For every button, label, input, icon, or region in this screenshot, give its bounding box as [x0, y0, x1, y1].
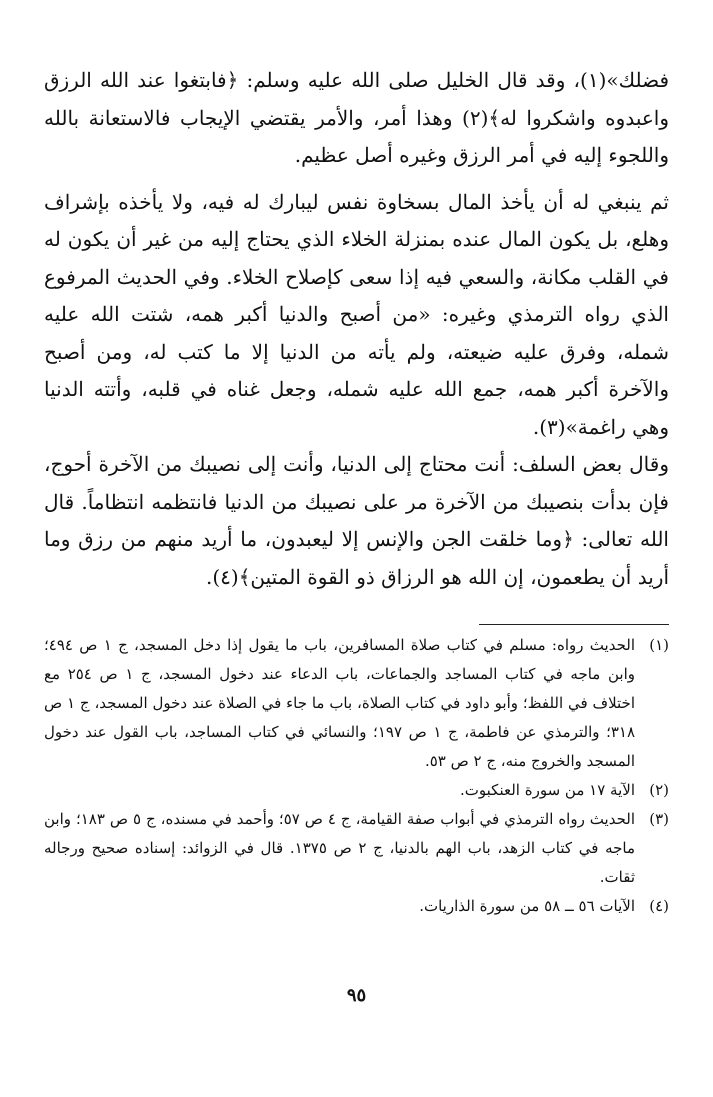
- footnote-number: (٢): [649, 781, 669, 799]
- footnotes: [44, 631, 669, 921]
- footnote-text: الآيات ٥٦ ــ ٥٨ من سورة الذاريات.: [419, 897, 635, 915]
- footnote: [44, 805, 669, 892]
- main-text: [44, 62, 669, 596]
- footnote-text: الحديث رواه الترمذي في أبواب صفة القيامة، ج ٤ ص ٥٧؛ وأحمد في مسنده، ج ٥ ص ١٨٣؛ وابن ماجه في كتاب الزهد، باب الهم بالدنيا، ج ٢ ص ١٣٧٥. قال في الزوائد: إسناده صحيح ورجاله ثقات.: [44, 810, 635, 886]
- footnote-number: (٤): [649, 897, 669, 915]
- page-number: ٩٥: [346, 985, 367, 1006]
- footnote-number: (١): [649, 636, 669, 654]
- footnote-text: الحديث رواه: مسلم في كتاب صلاة المسافرين، باب ما يقول إذا دخل المسجد، ج ١ ص ٤٩٤؛ وابن ماجه في كتاب المساجد والجماعات، باب الدعاء عند دخول المسجد، ج ١ ص ٢٥٤ مع اختلاف في اللفظ؛ وأبو داود في كتاب الصلاة، باب ما جاء في الصلاة عند دخول المسجد، ج ١ ص ٣١٨؛ والترمذي عن فاطمة، ج ١ ص ١٩٧؛ والنسائي في كتاب المساجد، باب القول عند دخول المسجد والخروج منه، ج ٢ ص ٥٣.: [44, 636, 636, 770]
- footnote: [44, 776, 669, 805]
- footnote-text: الآية ١٧ من سورة العنكبوت.: [460, 781, 635, 799]
- paragraph: وقال بعض السلف: أنت محتاج إلى الدنيا، وأنت إلى نصيبك من الآخرة أحوج، فإن بدأت بنصيبك من الآخرة مر على نصيبك من الدنيا فانتظمه انتظاماً. قال الله تعالى: ﴿وما خلقت الجن والإنس إلا ليعبدون، ما أريد منهم من رزق وما أريد أن يطعمون، إن الله هو الرزاق ذو القوة المتين﴾(٤).: [44, 452, 669, 589]
- paragraph: ثم ينبغي له أن يأخذ المال بسخاوة نفس ليبارك له فيه، ولا يأخذه بإشراف وهلع، بل يكون المال عنده بمنزلة الخلاء الذي يحتاج إليه من غير أن يكون له في القلب مكانة، والسعي فيه إذا سعى كإصلاح الخلاء. وفي الحديث المرفوع الذي رواه الترمذي وغيره: «من أصبح والدنيا أكبر همه، شتت الله عليه شمله، وفرق عليه ضيعته، ولم يأته من الدنيا إلا ما كتب له، ومن أصبح والآخرة أكبر همه، جمع الله عليه شمله، وجعل غناه في قلبه، وأتته الدنيا وهي راغمة»(٣).: [44, 189, 669, 439]
- footnote: [44, 631, 669, 776]
- paragraph: فضلك»(١)، وقد قال الخليل صلى الله عليه وسلم: ﴿فابتغوا عند الله الرزق واعبدوه واشكروا له﴾(٢) وهذا أمر، والأمر يقتضي الإيجاب فالاستعانة بالله واللجوء إليه في أمر الرزق وغيره أصل عظيم.: [44, 68, 669, 167]
- book-page: [44, 62, 669, 921]
- footnote-number: (٣): [649, 810, 669, 828]
- footnote: [44, 892, 669, 921]
- footnote-separator: [479, 624, 669, 625]
